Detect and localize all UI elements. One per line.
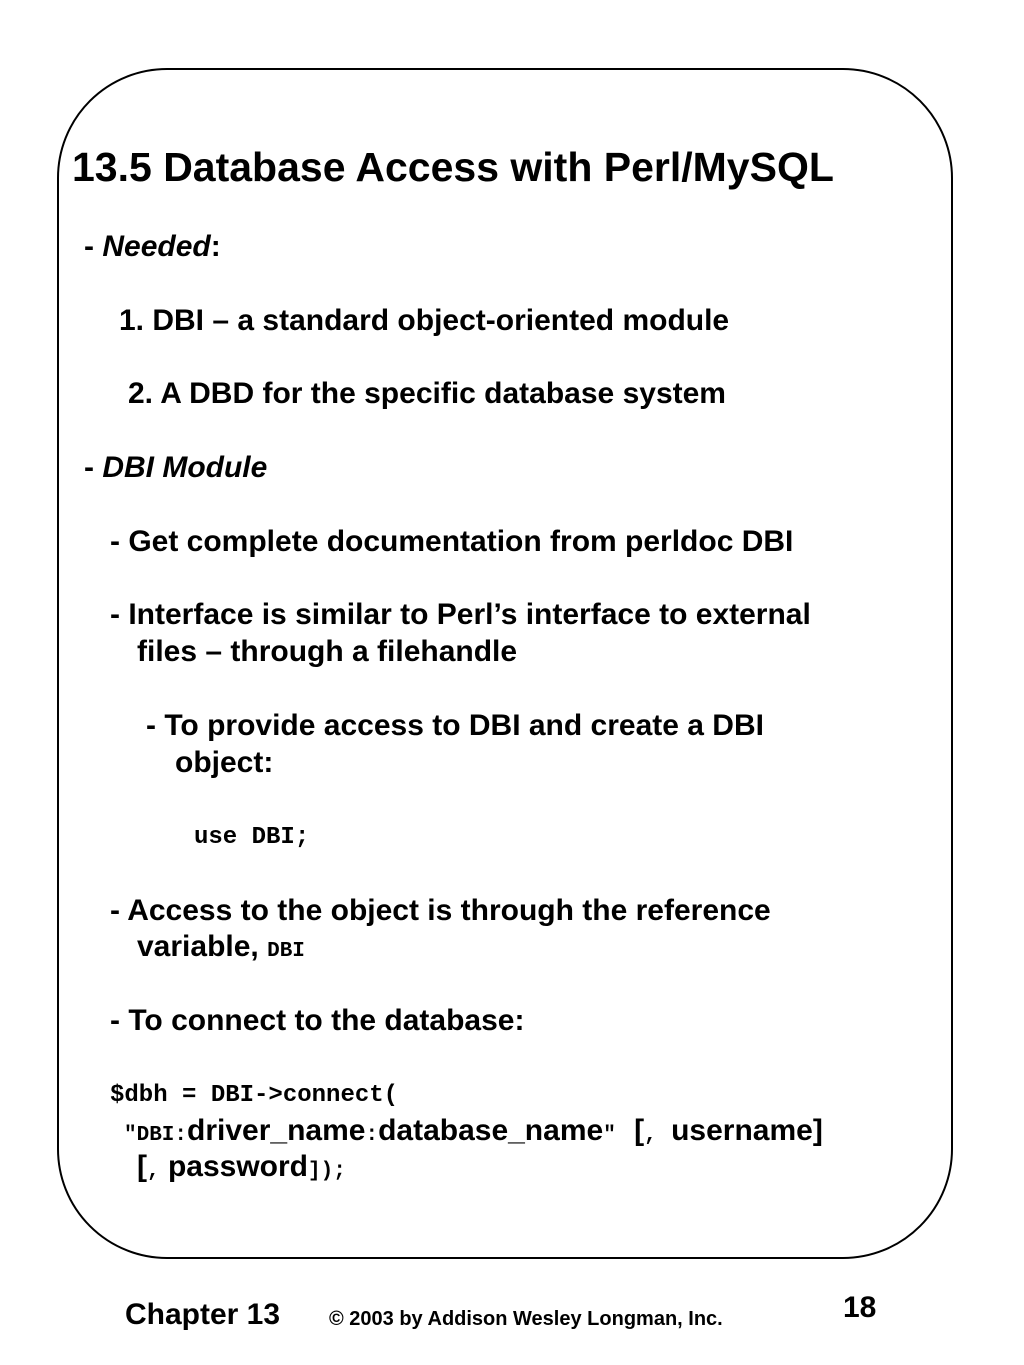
needed-item-1: 1. DBI – a standard object-oriented module <box>119 304 730 337</box>
code-close-quote: " <box>603 1124 616 1147</box>
dbi-module-heading <box>84 453 267 483</box>
needed-item-2: 2. A DBD for the specific database system <box>128 377 726 410</box>
code-database-name: database_name <box>378 1114 604 1147</box>
needed-label: Needed <box>102 230 211 263</box>
documentation-bullet: - Get complete documentation from perldoc DBI <box>110 525 794 558</box>
slide-title: 13.5 Database Access with Perl/MySQL <box>72 144 834 190</box>
access-variable-text: variable, <box>137 930 259 963</box>
connect-code-line2 <box>124 1116 823 1146</box>
code-end: ]); <box>308 1160 346 1183</box>
code-bracket-open: [ <box>634 1114 645 1147</box>
provide-bullet-line2: object: <box>175 746 274 779</box>
needed-colon: : <box>210 230 221 263</box>
code-comma: , <box>644 1124 657 1147</box>
code-colon: : <box>365 1124 379 1147</box>
interface-bullet-line2: files – through a filehandle <box>137 635 518 668</box>
footer-chapter: Chapter 13 <box>125 1298 281 1331</box>
code-bracket-open-2: [ <box>137 1150 147 1183</box>
connect-bullet: - To connect to the database: <box>110 1004 525 1037</box>
needed-heading <box>84 232 221 262</box>
provide-bullet-line1: - To provide access to DBI and create a DBI <box>146 709 764 742</box>
interface-bullet-line1: - Interface is similar to Perl’s interface to external <box>110 598 811 631</box>
code-password: password <box>167 1150 308 1183</box>
connect-code-line1: $dbh = DBI->connect( <box>110 1082 399 1109</box>
code-comma-2: , <box>147 1160 160 1183</box>
access-bullet-line1: - Access to the object is through the reference <box>110 894 771 927</box>
use-dbi-code: use DBI; <box>194 824 310 851</box>
code-dbi-prefix: "DBI: <box>124 1124 188 1147</box>
access-bullet-line2 <box>137 932 305 962</box>
footer-page-number: 18 <box>843 1291 877 1324</box>
access-variable-code: DBI <box>267 940 305 963</box>
code-driver-name: driver_name <box>187 1114 366 1147</box>
needed-dash: - <box>84 230 94 263</box>
footer-copyright: © 2003 by Addison Wesley Longman, Inc. <box>329 1308 723 1330</box>
code-username: username] <box>671 1114 823 1147</box>
dbi-dash: - <box>84 451 94 484</box>
connect-code-line3 <box>137 1152 346 1182</box>
dbi-module-label: DBI Module <box>102 451 268 484</box>
